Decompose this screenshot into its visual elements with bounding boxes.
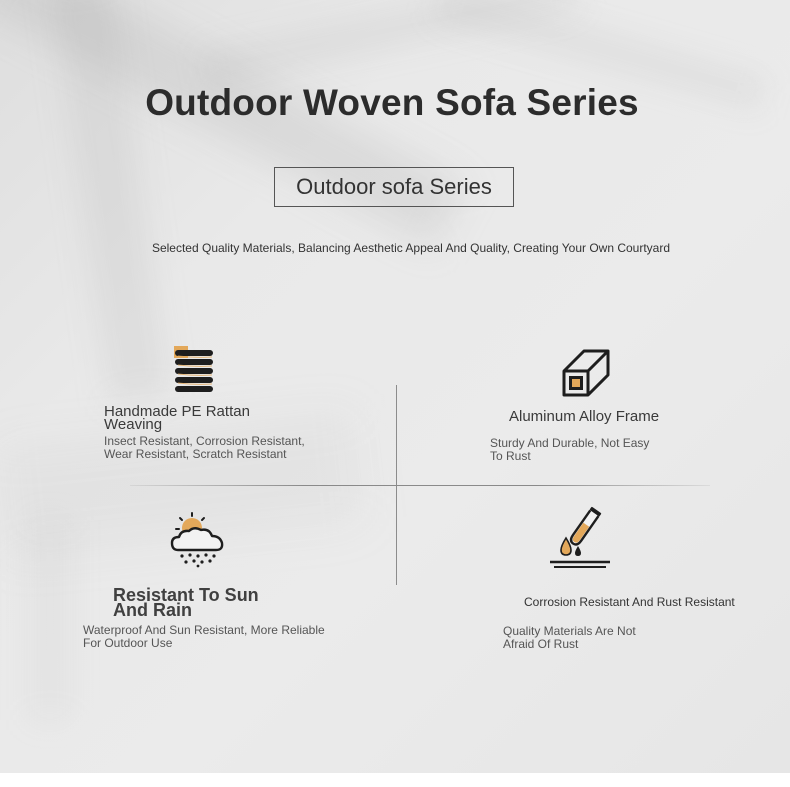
- feature-desc-line: Afraid Of Rust: [503, 637, 579, 651]
- feature-desc-line: Quality Materials Are Not: [503, 624, 636, 638]
- feature-title-line: Resistant To Sun: [113, 585, 259, 605]
- feature-title-corrosion: [524, 596, 735, 609]
- tagline: Selected Quality Materials, Balancing Aesthetic Appeal And Quality, Creating Your Own Courtyard: [151, 241, 671, 255]
- feature-title-line: Corrosion Resistant And Rust Resistant: [524, 595, 735, 609]
- feature-desc-line: Waterproof And Sun Resistant, More Reliable: [83, 623, 325, 637]
- horizontal-divider: [130, 485, 710, 486]
- subtitle-text: Outdoor sofa Series: [296, 174, 492, 199]
- feature-title-aluminum: [509, 410, 659, 423]
- feature-desc-line: To Rust: [490, 449, 531, 463]
- feature-desc-line: Wear Resistant, Scratch Resistant: [104, 447, 287, 461]
- feature-desc-aluminum: [490, 437, 649, 463]
- feature-title-rattan: [104, 405, 250, 431]
- sun-rain-icon: [168, 512, 228, 568]
- feature-title-line: Handmade PE Rattan: [104, 403, 250, 420]
- feature-desc-corrosion: [503, 625, 636, 651]
- rattan-weave-icon: [172, 344, 216, 394]
- feature-title-line: And Rain: [113, 600, 192, 620]
- feature-title-sun-rain: [113, 585, 259, 620]
- feature-desc-line: For Outdoor Use: [83, 636, 173, 650]
- leaf-shadow: [51, 0, 169, 402]
- leaf-shadow: [200, 0, 580, 89]
- feature-title-line: Aluminum Alloy Frame: [509, 408, 660, 425]
- feature-desc-line: Sturdy And Durable, Not Easy: [490, 436, 650, 450]
- feature-desc-rattan: [104, 435, 305, 461]
- feature-title-line: Weaving: [104, 416, 163, 433]
- test-tube-icon: [548, 506, 612, 570]
- page-title: Outdoor Woven Sofa Series: [145, 82, 639, 123]
- leaf-shadow: [30, 520, 70, 720]
- aluminum-frame-icon: [560, 347, 612, 399]
- feature-desc-sun-rain: [83, 624, 325, 650]
- feature-desc-line: Insect Resistant, Corrosion Resistant,: [104, 434, 305, 448]
- subtitle-box: [274, 167, 514, 207]
